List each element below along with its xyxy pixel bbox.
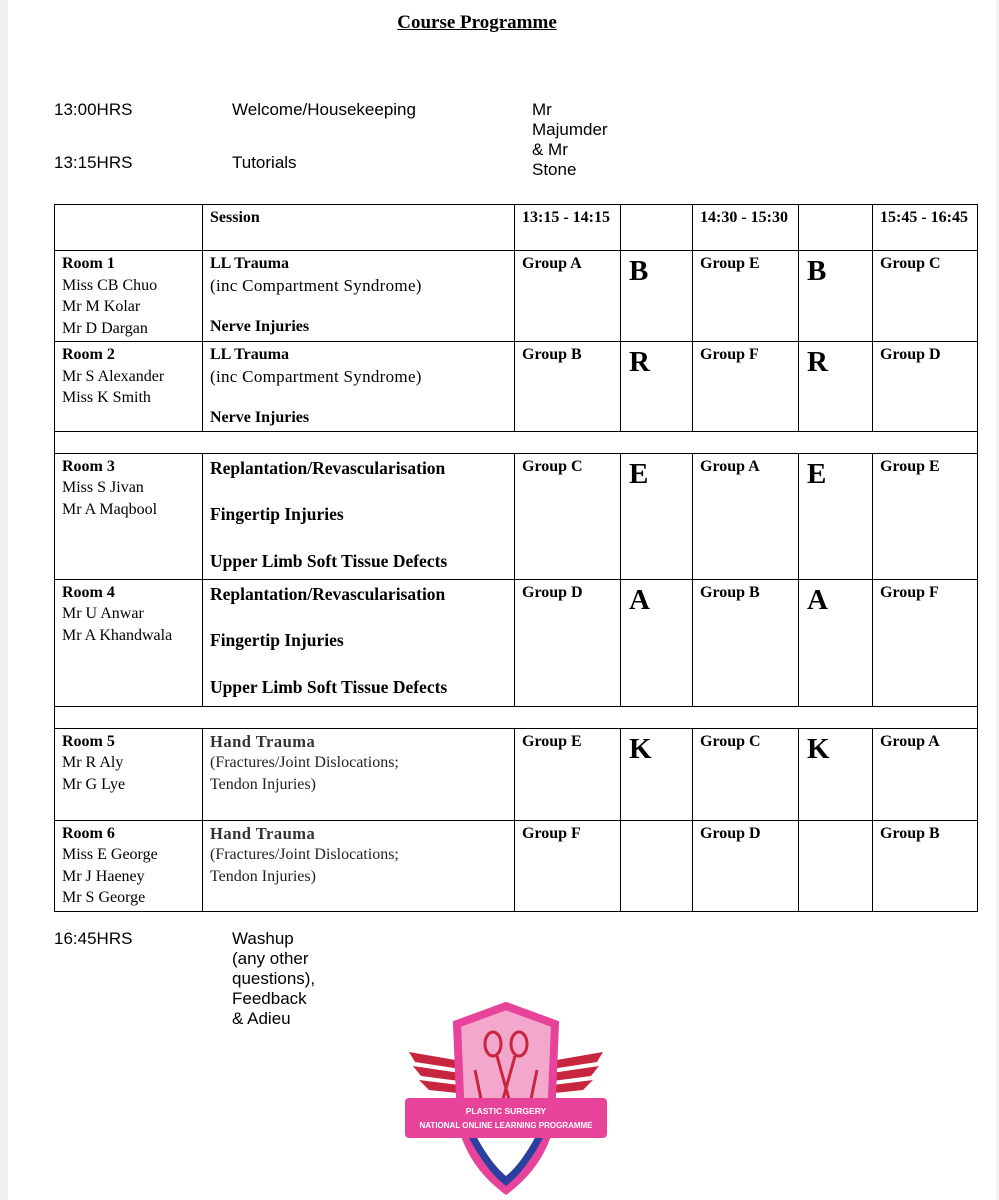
session-subtitle: (inc Compartment Syndrome): [210, 366, 422, 386]
group-cell: Group C: [873, 251, 978, 342]
group-cell: Group C: [693, 728, 799, 820]
schedule-activity: Washup (any other questions), Feedback & Adieu: [232, 929, 316, 1028]
group-cell: Group F: [873, 579, 978, 706]
break-empty: [621, 820, 693, 911]
session-title: Upper Limb Soft Tissue Defects: [210, 676, 448, 697]
table-row: [55, 820, 978, 911]
group-cell: Group C: [515, 453, 621, 579]
session-cell: [203, 342, 515, 432]
room-name: Room 5: [62, 732, 115, 750]
tutor: Miss S Jivan: [62, 479, 144, 496]
tutor: Mr J Haeney: [62, 867, 145, 885]
break-letter: B: [621, 251, 693, 342]
session-extra: Nerve Injuries: [210, 318, 310, 335]
room-name: Room 1: [62, 255, 115, 272]
tutor: Mr M Kolar: [62, 298, 141, 315]
break-letter: A: [621, 579, 693, 706]
break-letter: R: [799, 342, 873, 432]
group-cell: Group D: [515, 579, 621, 706]
table-row: [55, 728, 978, 820]
header-empty: [55, 205, 203, 251]
schedule-host: Mr Majumder & Mr Stone: [532, 100, 608, 179]
group-cell: Group D: [873, 342, 978, 432]
tutor: Mr G Lye: [62, 775, 126, 793]
table-row: [55, 579, 978, 706]
room-name: Room 3: [62, 457, 115, 475]
session-line: Tendon Injuries): [210, 867, 316, 885]
table-header-row: [55, 205, 978, 251]
schedule-activity: Tutorials: [232, 153, 297, 172]
group-cell: Group B: [693, 579, 799, 706]
break-letter: A: [799, 579, 873, 706]
session-line: Tendon Injuries): [210, 775, 316, 793]
logo-banner: [405, 1098, 607, 1138]
logo-text-line2: NATIONAL ONLINE LEARNING PROGRAMME: [419, 1121, 593, 1130]
room-cell: [55, 251, 203, 342]
tutor: Miss CB Chuo: [62, 276, 158, 294]
tutor: Mr S Alexander: [62, 367, 165, 385]
session-cell: [203, 820, 515, 911]
session-subtitle: (inc Compartment Syndrome): [210, 275, 422, 295]
tutor: Mr A Maqbool: [62, 500, 158, 518]
session-title: Hand Trauma: [210, 731, 316, 751]
programme-table: [54, 204, 978, 912]
group-cell: Group E: [873, 453, 978, 579]
table-row: [55, 453, 978, 579]
spacer-row: [55, 706, 978, 728]
group-cell: Group A: [515, 251, 621, 342]
session-cell: [203, 453, 515, 579]
group-cell: Group D: [693, 820, 799, 911]
schedule-time: 13:00HRS: [54, 100, 133, 119]
session-title: Replantation/Revascularisation: [210, 583, 446, 604]
header-break-2: [799, 205, 873, 251]
group-cell: Group E: [515, 728, 621, 820]
tutor: Mr U Anwar: [62, 605, 144, 622]
session-line: (Fractures/Joint Dislocations;: [210, 754, 399, 771]
group-cell: Group A: [693, 453, 799, 579]
session-cell: [203, 728, 515, 820]
session-title: Fingertip Injuries: [210, 630, 344, 650]
break-letter: R: [621, 342, 693, 432]
session-line: (Fractures/Joint Dislocations;: [210, 846, 399, 863]
header-slot-2: 14:30 - 15:30: [693, 205, 799, 251]
break-letter: E: [799, 453, 873, 579]
session-title: Hand Trauma: [210, 823, 316, 843]
tutor: Mr D Dargan: [62, 319, 148, 337]
room-cell: [55, 728, 203, 820]
session-title: Fingertip Injuries: [210, 504, 344, 524]
header-session: Session: [203, 205, 515, 251]
header-slot-3: 15:45 - 16:45: [873, 205, 978, 251]
table-row: [55, 342, 978, 432]
group-cell: Group F: [693, 342, 799, 432]
room-name: Room 4: [62, 583, 115, 601]
header-slot-1: 13:15 - 14:15: [515, 205, 621, 251]
session-title: Replantation/Revascularisation: [210, 457, 446, 478]
programme-logo: [405, 1000, 607, 1200]
room-cell: [55, 453, 203, 579]
group-cell: Group E: [693, 251, 799, 342]
room-name: Room 6: [62, 824, 115, 842]
break-letter: K: [621, 728, 693, 820]
break-letter: E: [621, 453, 693, 579]
break-letter: K: [799, 728, 873, 820]
group-cell: Group F: [515, 820, 621, 911]
page-edge: [0, 0, 8, 1200]
header-break-1: [621, 205, 693, 251]
tutor: Miss K Smith: [62, 389, 151, 406]
session-title: LL Trauma: [210, 255, 289, 272]
room-cell: [55, 342, 203, 432]
session-cell: [203, 579, 515, 706]
group-cell: Group B: [515, 342, 621, 432]
page-title: Course Programme: [397, 12, 557, 33]
tutor: Mr R Aly: [62, 754, 124, 771]
tutor: Mr S George: [62, 889, 146, 906]
tutor: Mr A Khandwala: [62, 626, 173, 644]
session-extra: Nerve Injuries: [210, 409, 310, 426]
room-name: Room 2: [62, 346, 115, 363]
schedule-time: 13:15HRS: [54, 153, 133, 172]
logo-text-line1: PLASTIC SURGERY: [465, 1106, 547, 1116]
room-cell: [55, 579, 203, 706]
spacer-row: [55, 431, 978, 453]
break-letter: B: [799, 251, 873, 342]
session-title: Upper Limb Soft Tissue Defects: [210, 550, 448, 571]
room-cell: [55, 820, 203, 911]
group-cell: Group B: [873, 820, 978, 911]
break-empty: [799, 820, 873, 911]
group-cell: Group A: [873, 728, 978, 820]
schedule-time: 16:45HRS: [54, 929, 133, 948]
session-cell: [203, 251, 515, 342]
table-row: [55, 251, 978, 342]
tutor: Miss E George: [62, 846, 158, 863]
schedule-activity: Welcome/Housekeeping: [232, 100, 416, 119]
session-title: LL Trauma: [210, 346, 289, 363]
